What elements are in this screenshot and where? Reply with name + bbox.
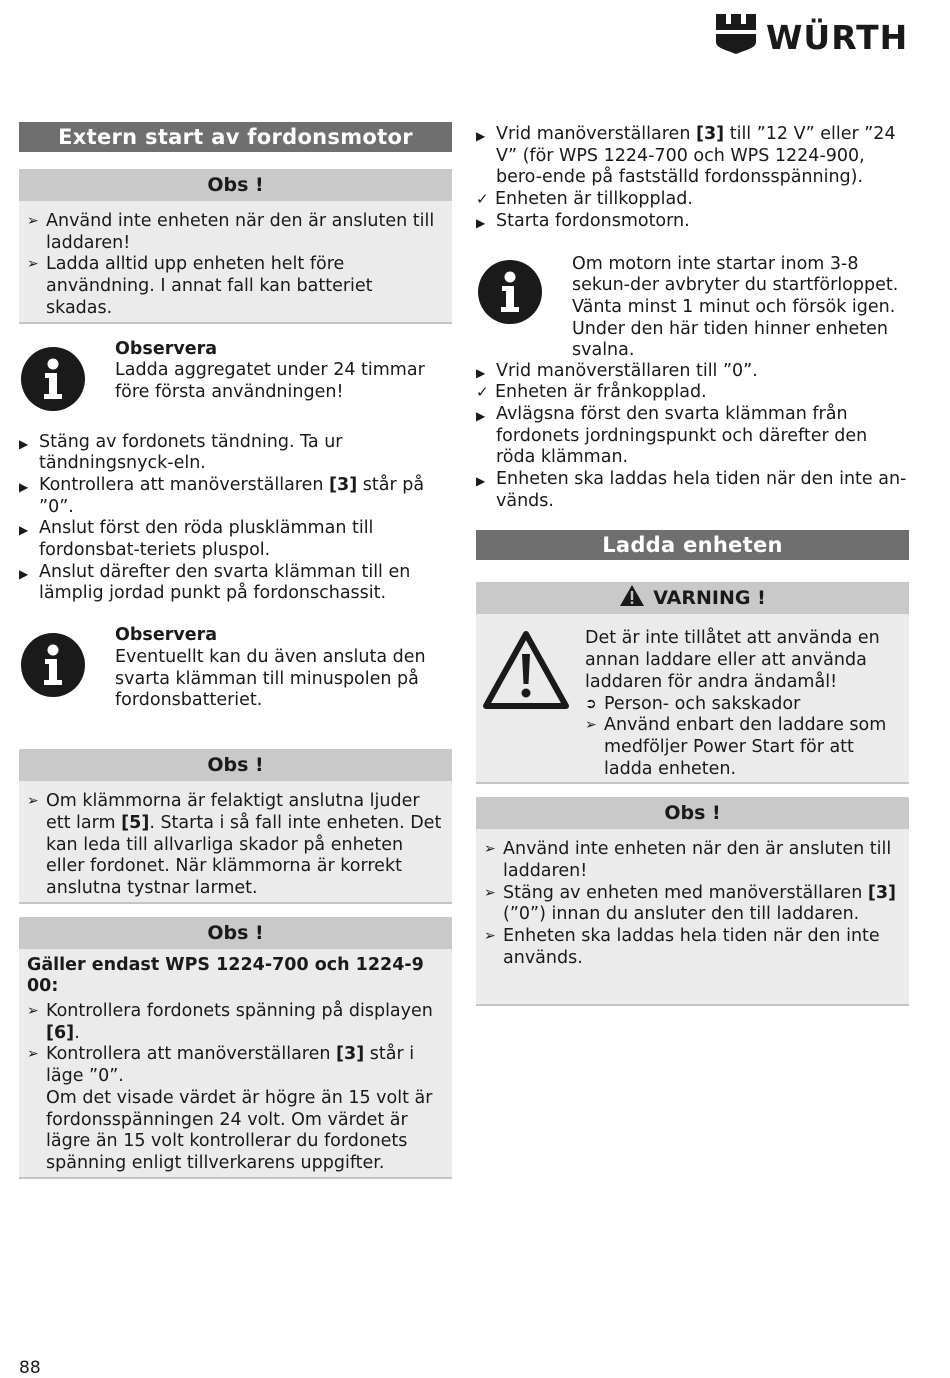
info-icon: [478, 260, 542, 324]
list-item: ➢ Kontrollera fordonets spänning på displayen [6].: [27, 1001, 433, 1043]
right-column: [476, 124, 909, 1006]
triangle-bullet-icon: ▶: [476, 365, 486, 380]
section-title-charge: Ladda enheten: [476, 530, 909, 560]
obs-box-4-head: Obs !: [476, 797, 909, 829]
list-item: ▶ Stäng av fordonets tändning. Ta ur tändningsnyck-eln.: [19, 431, 343, 474]
list-item: ➢ Om klämmorna är felaktigt anslutna ljuder ett larm [5]. Starta i så fall inte enheten. Det kan leda till allvarliga skador på enheten eller fordonet. När klämmorna är korrekt anslutna tystnar larmet.: [27, 791, 442, 898]
triangle-bullet-icon: ▶: [19, 566, 29, 581]
note-title: Observera: [115, 625, 218, 646]
list-item: ▶ Enheten ska laddas hela tiden när den inte an-vänds.: [476, 469, 907, 511]
info-icon: [21, 633, 85, 697]
section-title-external-start: Extern start av fordonsmotor: [19, 122, 452, 152]
list-item: ▶ Avlägsna först den svarta klämman från fordonets jordningspunkt och därefter den röda klämman.: [476, 403, 868, 468]
note-body: Eventuellt kan du även ansluta den svarta klämman till minuspolen på fordonsbatteriet.: [115, 646, 426, 711]
note-body: Om motorn inte startar inom 3-8 sekun-der avbryter du startförloppet. Vänta minst 1 minut och försök igen. Under den här tiden hinner enheten svalna.: [572, 253, 899, 361]
arrow-bullet-icon: ➢: [484, 841, 496, 858]
warning-consequence: ➲ Person- och sakskador: [585, 693, 801, 714]
triangle-bullet-icon: ▶: [476, 129, 486, 143]
consequence-arrow-icon: ➲: [585, 695, 597, 712]
arrow-bullet-icon: ➢: [27, 213, 39, 229]
list-item: ▶ Kontrollera att manöverställaren [3] står på ”0”.: [19, 474, 425, 517]
warning-large-icon: [482, 630, 570, 710]
note-observera-2: [19, 625, 452, 733]
note-body: Ladda aggregatet under 24 timmar före första användningen!: [115, 360, 425, 402]
triangle-bullet-icon: ▶: [19, 523, 29, 538]
obs-box-4: [476, 797, 909, 1005]
arrow-bullet-icon: ➢: [484, 928, 496, 945]
arrow-bullet-icon: ➢: [27, 793, 39, 810]
page-number: 88: [19, 1358, 41, 1378]
list-item: ▶ Vrid manöverställaren till ”0”.: [476, 361, 909, 383]
warning-head: VARNING !: [476, 582, 909, 614]
list-item: ▶ Starta fordonsmotorn.: [476, 211, 909, 233]
obs-box-1-head: Obs !: [19, 169, 452, 201]
arrow-bullet-icon: ➢: [27, 256, 39, 273]
note-title: Observera: [115, 338, 218, 359]
obs-box-3-head: Obs !: [19, 917, 452, 949]
obs-box-1: [19, 169, 452, 324]
brand-name: WÜRTH: [766, 18, 909, 57]
list-item: ➢ Ladda alltid upp enheten helt före användning. I annat fall kan batteriet skadas.: [27, 254, 373, 318]
list-item: ✓ Enheten är tillkopplad.: [476, 189, 693, 210]
triangle-bullet-icon: ▶: [19, 479, 29, 494]
triangle-bullet-icon: ▶: [476, 474, 486, 489]
list-item: ▶ Vrid manöverställaren [3] till ”12 V” eller ”24 V” (för WPS 1224-700 och WPS 1224-900, bero-ende på fastställd fordonsspänning).: [476, 124, 896, 188]
warning-body: Det är inte tillåtet att använda en annan laddare eller att använda laddaren för andra ändamål!: [585, 628, 880, 692]
obs-box-2-head: Obs !: [19, 749, 452, 781]
list-item: ✓ Enheten är frånkopplad.: [476, 382, 707, 403]
step-list: [476, 361, 909, 513]
step-list: [19, 432, 452, 606]
triangle-bullet-icon: ▶: [476, 215, 486, 230]
check-mark-icon: ✓: [476, 190, 489, 209]
left-column: [19, 122, 452, 1179]
arrow-bullet-icon: ➢: [585, 717, 597, 734]
list-item: ➢ Använd inte enheten när den är ansluten till laddaren!: [27, 211, 435, 253]
note-observera-1: [19, 339, 452, 425]
list-item: ▶ Anslut därefter den svarta klämman till en lämplig jordad punkt på fordonschassit.: [19, 561, 411, 604]
list-item: ➢ Enheten ska laddas hela tiden när den inte används.: [484, 926, 880, 968]
list-item: ➢ Stäng av enheten med manöverställaren [3] (”0”) innan du ansluter den till laddaren.: [484, 882, 897, 925]
warning-measure: ➢ Använd enbart den laddare som medföljer Power Start för att ladda enheten.: [585, 715, 887, 779]
triangle-bullet-icon: ▶: [476, 408, 486, 423]
arrow-bullet-icon: ➢: [27, 1046, 39, 1063]
warning-box: [476, 582, 909, 784]
info-icon: [21, 347, 85, 411]
triangle-bullet-icon: ▶: [19, 436, 29, 451]
check-mark-icon: ✓: [476, 383, 489, 402]
obs-box-2: [19, 749, 452, 904]
list-item: ➢ Kontrollera att manöverställaren [3] står i läge ”0”. Om det visade värdet är högre än 15 volt är fordonsspänningen 24 volt. Om värdet är lägre än 15 volt kontrollerar du fordonets spänning enligt tillverkarens uppgifter.: [27, 1044, 433, 1173]
list-item: ➢ Använd inte enheten när den är ansluten till laddaren!: [484, 839, 892, 882]
wurth-logo-mark: [716, 12, 756, 54]
step-list: [476, 124, 909, 233]
warning-triangle-icon: [619, 584, 645, 607]
obs-box-3: [19, 917, 452, 1179]
obs-box-3-subhead: Gäller endast WPS 1224-700 och 1224-9 00:: [27, 954, 424, 997]
list-item: ▶ Anslut först den röda plusklämman till fordonsbat-teriets pluspol.: [19, 518, 374, 561]
arrow-bullet-icon: ➢: [27, 1003, 39, 1020]
arrow-bullet-icon: ➢: [484, 884, 496, 901]
wurth-logo: [716, 12, 910, 56]
note-restart: [476, 253, 909, 361]
